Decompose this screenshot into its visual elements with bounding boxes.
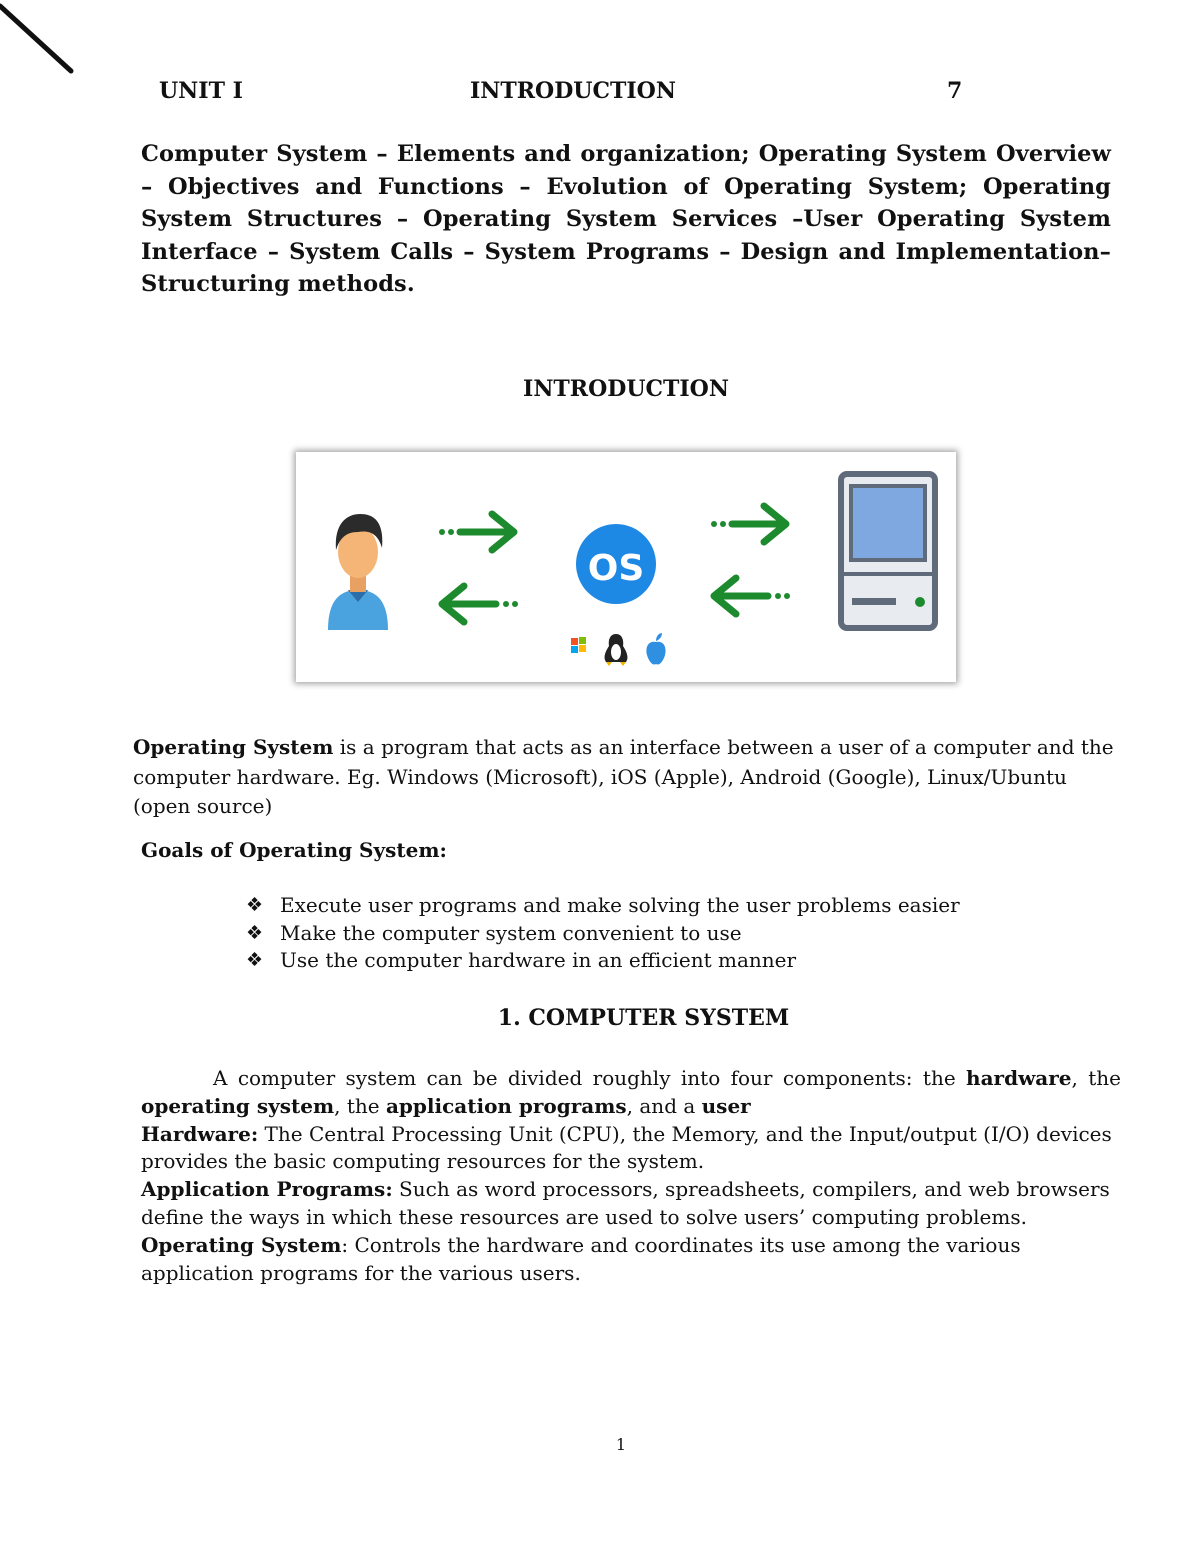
bold-term: hardware	[966, 1066, 1072, 1090]
goals-list	[246, 892, 960, 975]
arrow-right-icon	[439, 514, 514, 550]
arrow-left-icon	[442, 586, 518, 622]
hardware-paragraph	[141, 1121, 1121, 1177]
text-run: : Controls the hardware and coordinates its use among the various application programs for the various users.	[141, 1232, 1021, 1285]
diamond-bullet-icon: ❖	[246, 949, 264, 971]
computer-system-heading: 1. COMPUTER SYSTEM	[497, 1005, 790, 1031]
introduction-heading: INTRODUCTION	[523, 376, 729, 402]
arrow-right-icon	[711, 506, 786, 542]
list-item	[246, 892, 960, 920]
list-item	[246, 947, 960, 975]
diamond-bullet-icon: ❖	[246, 894, 264, 916]
text-run: , the	[334, 1093, 386, 1118]
diamond-bullet-icon: ❖	[246, 921, 264, 944]
bold-term: operating system	[141, 1093, 335, 1118]
syllabus-topics: Computer System – Elements and organization; Operating System Overview – Objectives and Functions – Evolution of Operating System; Operating System Structures – Operating System Services –User Operating System Interface – System Calls – System Programs – Design and Implementation– Structuring methods.	[141, 141, 1111, 297]
text-run: Such as word processors, spreadsheets, compilers, and web browsers define the ways in which these resources are used to solve users’ computing problems.	[141, 1177, 1110, 1229]
corner-scan-mark	[0, 0, 80, 80]
bold-term: Operating System	[141, 1232, 342, 1257]
bold-term: Hardware:	[141, 1121, 259, 1146]
user-icon	[328, 514, 388, 630]
header-title: INTRODUCTION	[470, 78, 676, 104]
os-definition-paragraph	[133, 733, 1118, 822]
header-number: 7	[947, 78, 963, 104]
apple-icon	[646, 633, 665, 665]
bold-term: user	[701, 1093, 751, 1118]
bold-term: application programs	[385, 1093, 627, 1118]
goal-text: Use the computer hardware in an efficient manner	[280, 948, 797, 972]
os-label: OS	[587, 548, 645, 589]
page-number: 1	[615, 1435, 627, 1454]
os-interface-figure	[296, 452, 956, 682]
arrow-left-icon	[714, 578, 790, 614]
goal-text: Execute user programs and make solving the user problems easier	[280, 893, 960, 917]
operating-system-paragraph	[141, 1232, 1121, 1288]
os-definition-text: is a program that acts as an interface between a user of a computer and the computer hardware. Eg. Windows (Microsoft), iOS (Apple), Android (Google), Linux/Ubuntu (open source)	[133, 735, 1114, 818]
os-definition-term: Operating System	[133, 735, 334, 759]
text-run: The Central Processing Unit (CPU), the Memory, and the Input/output (I/O) devices provides the basic computing resources for the system.	[141, 1121, 1112, 1174]
text-run: A computer system can be divided roughly into four components: the	[213, 1066, 967, 1090]
text-run: , the	[1071, 1066, 1121, 1090]
header-unit: UNIT I	[159, 78, 243, 104]
linux-icon	[605, 634, 628, 666]
windows-icon	[571, 637, 586, 653]
list-item	[246, 920, 960, 948]
goals-title: Goals of Operating System:	[141, 838, 447, 862]
bold-term: Application Programs:	[141, 1177, 393, 1202]
text-run: , and a	[626, 1093, 702, 1118]
application-programs-paragraph	[141, 1176, 1121, 1232]
goal-text: Make the computer system convenient to use	[280, 920, 742, 945]
components-paragraph	[141, 1065, 1121, 1121]
computer-icon	[841, 474, 935, 628]
computer-system-body	[141, 1065, 1121, 1287]
page-header	[0, 78, 1200, 108]
